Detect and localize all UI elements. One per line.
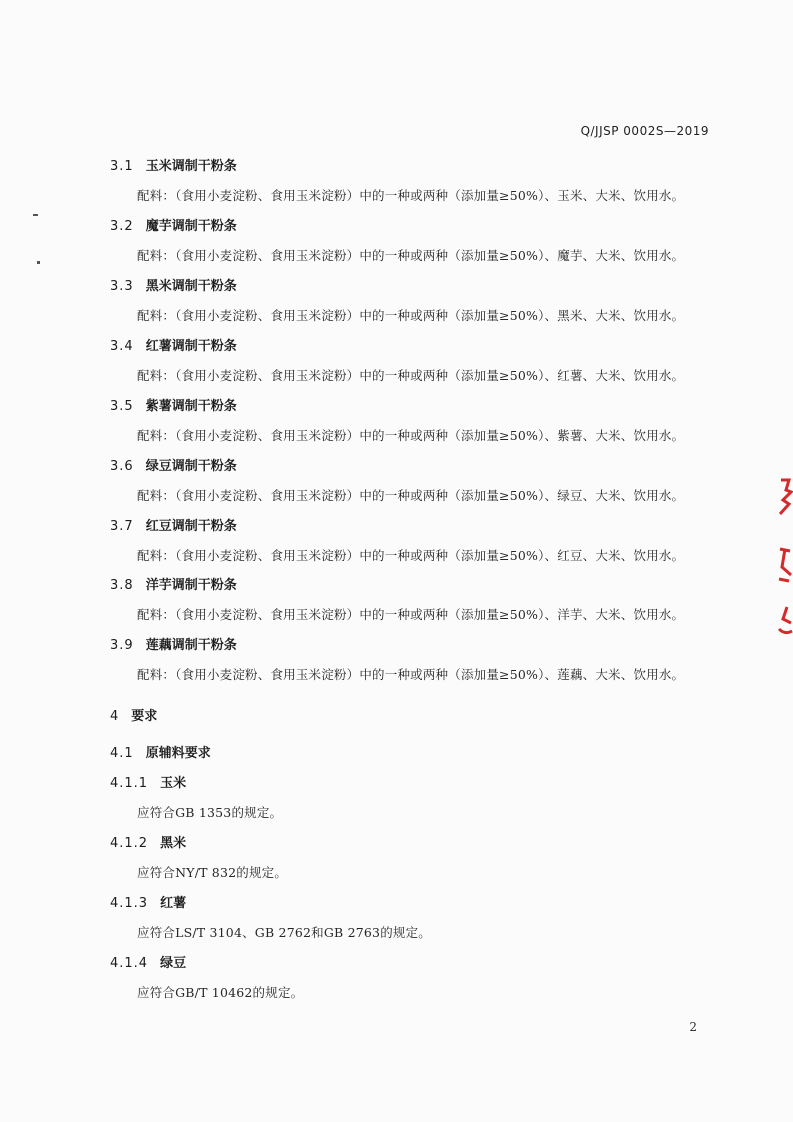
paragraph-3-5: 配料：（食用小麦淀粉、食用玉米淀粉）中的一种或两种（添加量≥50%）、紫薯、大米、饮用水。 [137,428,685,443]
heading-3-7 [110,515,237,534]
paragraph-3-9: 配料：（食用小麦淀粉、食用玉米淀粉）中的一种或两种（添加量≥50%）、莲藕、大米、饮用水。 [137,667,685,682]
heading-3-4 [110,335,237,354]
heading-3-9 [110,634,237,653]
heading-title: 玉米 [160,776,187,791]
heading-number: 4.1.4 [110,956,149,971]
heading-number: 3.3 [110,279,134,294]
paragraph-4-1-2: 应符合NY/T 832的规定。 [137,865,288,880]
scan-mark [37,261,40,264]
heading-number: 3.5 [110,399,134,414]
heading-3-8 [110,574,237,593]
heading-title: 玉米调制干粉条 [145,159,237,174]
heading-4-1 [110,742,211,761]
heading-title: 黑米 [160,836,187,851]
heading-number: 4 [110,709,120,724]
heading-title: 红豆调制干粉条 [145,519,237,534]
heading-number: 3.8 [110,578,134,593]
heading-4-1-2 [110,832,186,851]
heading-title: 洋芋调制干粉条 [145,578,237,593]
heading-4-1-1 [110,772,186,791]
heading-title: 魔芋调制干粉条 [145,219,237,234]
heading-title: 莲藕调制干粉条 [145,638,237,653]
heading-4-1-4 [110,952,186,971]
seal-stamp-fragment [777,545,793,585]
heading-4-1-3 [110,892,186,911]
heading-title: 绿豆 [160,956,187,971]
paragraph-3-4: 配料：（食用小麦淀粉、食用玉米淀粉）中的一种或两种（添加量≥50%）、红薯、大米、饮用水。 [137,368,685,383]
heading-number: 4.1 [110,746,134,761]
heading-number: 3.2 [110,219,134,234]
heading-3-1 [110,155,237,174]
heading-number: 4.1.1 [110,776,149,791]
heading-number: 4.1.2 [110,836,149,851]
heading-3-5 [110,395,237,414]
heading-number: 3.7 [110,519,134,534]
page-number: 2 [689,1020,697,1034]
document-code: Q/JJSP 0002S—2019 [580,124,709,138]
heading-number: 3.1 [110,159,134,174]
scan-mark [33,214,38,216]
paragraph-3-6: 配料：（食用小麦淀粉、食用玉米淀粉）中的一种或两种（添加量≥50%）、绿豆、大米、饮用水。 [137,488,685,503]
heading-3-2 [110,215,237,234]
heading-title: 紫薯调制干粉条 [145,399,237,414]
heading-number: 3.4 [110,339,134,354]
paragraph-4-1-1: 应符合GB 1353的规定。 [137,805,283,820]
paragraph-4-1-4: 应符合GB/T 10462的规定。 [137,985,304,1000]
paragraph-3-1: 配料：（食用小麦淀粉、食用玉米淀粉）中的一种或两种（添加量≥50%）、玉米、大米、饮用水。 [137,188,685,203]
seal-stamp-fragment [777,478,793,518]
heading-number: 3.6 [110,459,134,474]
paragraph-3-7: 配料：（食用小麦淀粉、食用玉米淀粉）中的一种或两种（添加量≥50%）、红豆、大米、饮用水。 [137,548,685,563]
heading-3-6 [110,455,237,474]
seal-stamp-fragment [777,605,793,637]
heading-title: 绿豆调制干粉条 [145,459,237,474]
heading-title: 要求 [131,709,158,724]
heading-title: 红薯调制干粉条 [145,339,237,354]
heading-title: 红薯 [160,896,187,911]
heading-3-3 [110,275,237,294]
heading-4 [110,705,157,724]
heading-title: 黑米调制干粉条 [145,279,237,294]
heading-number: 3.9 [110,638,134,653]
paragraph-4-1-3: 应符合LS/T 3104、GB 2762和GB 2763的规定。 [137,925,432,940]
heading-number: 4.1.3 [110,896,149,911]
paragraph-3-8: 配料：（食用小麦淀粉、食用玉米淀粉）中的一种或两种（添加量≥50%）、洋芋、大米、饮用水。 [137,607,685,622]
heading-title: 原辅料要求 [145,746,211,761]
paragraph-3-3: 配料：（食用小麦淀粉、食用玉米淀粉）中的一种或两种（添加量≥50%）、黑米、大米、饮用水。 [137,308,685,323]
paragraph-3-2: 配料：（食用小麦淀粉、食用玉米淀粉）中的一种或两种（添加量≥50%）、魔芋、大米、饮用水。 [137,248,685,263]
